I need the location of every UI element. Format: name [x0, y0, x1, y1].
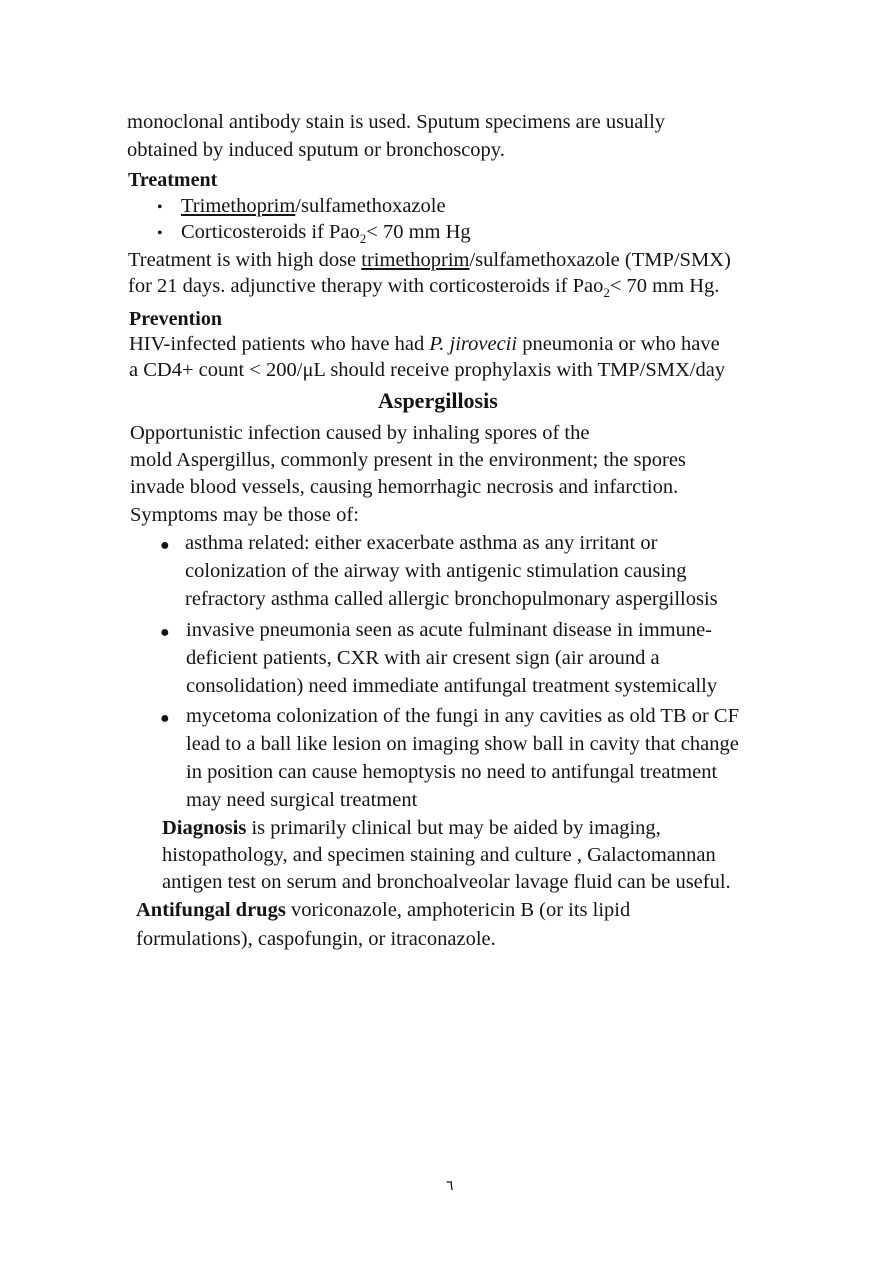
treatment-bullet — [181, 194, 446, 218]
drug-name-rest: /sulfamethoxazole — [295, 195, 446, 217]
text-span: pneumonia or who have — [517, 333, 720, 355]
symptom-line: may need surgical treatment — [186, 789, 418, 811]
prevention-heading: Prevention — [129, 308, 222, 330]
treatment-heading: Treatment — [128, 169, 218, 191]
symptom-line: in position can cause hemoptysis no need to antifungal treatment — [186, 761, 718, 783]
symptom-line: colonization of the airway with antigenic stimulation causing — [185, 560, 687, 582]
symptom-line: lead to a ball like lesion on imaging show ball in cavity that change — [186, 733, 739, 755]
treatment-paragraph-line — [128, 248, 731, 272]
diagnosis-line — [162, 816, 661, 840]
bullet-icon: ● — [160, 710, 170, 727]
bullet-icon: • — [157, 199, 163, 216]
text-span: Treatment is with high dose — [128, 249, 362, 271]
symptom-line: asthma related: either exacerbate asthma as any irritant or — [185, 532, 658, 554]
intro-line: obtained by induced sputum or bronchoscopy. — [127, 139, 505, 161]
page-number: ٦ — [446, 1179, 454, 1194]
symptom-line: consolidation) need immediate antifungal treatment systemically — [186, 675, 718, 697]
bullet-icon: • — [157, 225, 163, 242]
aspergillosis-title: Aspergillosis — [378, 388, 498, 413]
symptom-line: mycetoma colonization of the fungi in any cavities as old TB or CF — [186, 705, 740, 727]
diagnosis-line: antigen test on serum and bronchoalveolar lavage fluid can be useful. — [162, 871, 731, 893]
organism-name: P. jirovecii — [429, 333, 518, 355]
antifungal-line — [136, 898, 630, 922]
treatment-paragraph-line — [128, 274, 719, 305]
antifungal-label: Antifungal drugs — [136, 899, 286, 921]
bullet-icon: ● — [160, 537, 170, 554]
aspergillosis-intro-line: Opportunistic infection caused by inhaling spores of the — [130, 422, 590, 444]
treatment-bullet — [181, 220, 471, 251]
intro-line: monoclonal antibody stain is used. Sputum specimens are usually — [127, 111, 666, 133]
drug-name: trimethoprim — [361, 249, 470, 271]
drug-name: Trimethoprim — [181, 195, 296, 217]
text-span: voriconazole, amphotericin B (or its lipid — [285, 899, 631, 921]
subscript: 2 — [359, 231, 367, 247]
symptom-line: invasive pneumonia seen as acute fulminant disease in immune- — [186, 619, 713, 641]
symptom-line: deficient patients, CXR with air cresent sign (air around a — [186, 647, 660, 669]
text-span: is primarily clinical but may be aided by imaging, — [246, 817, 661, 839]
aspergillosis-intro-line: Symptoms may be those of: — [130, 504, 359, 526]
bullet-text: Corticosteroids if Pao — [181, 221, 360, 243]
text-span: /sulfamethoxazole (TMP/SMX) — [469, 249, 731, 271]
bullet-tail: < 70 mm Hg — [366, 221, 471, 243]
prevention-line — [129, 332, 720, 356]
bullet-icon: ● — [160, 624, 170, 641]
diagnosis-label: Diagnosis — [162, 817, 247, 839]
prevention-line: a CD4+ count < 200/μL should receive prophylaxis with TMP/SMX/day — [129, 359, 726, 381]
antifungal-line: formulations), caspofungin, or itraconazole. — [136, 928, 496, 950]
text-span: < 70 mm Hg. — [609, 275, 720, 297]
aspergillosis-intro-line: invade blood vessels, causing hemorrhagic necrosis and infarction. — [130, 476, 679, 498]
text-span: HIV-infected patients who have had — [129, 333, 430, 355]
subscript: 2 — [603, 285, 610, 301]
text-span: for 21 days. adjunctive therapy with corticosteroids if Pao — [128, 275, 604, 297]
symptom-line: refractory asthma called allergic bronchopulmonary aspergillosis — [185, 588, 718, 610]
diagnosis-line: histopathology, and specimen staining and culture , Galactomannan — [162, 844, 716, 866]
aspergillosis-intro-line: mold Aspergillus, commonly present in the environment; the spores — [130, 449, 686, 471]
